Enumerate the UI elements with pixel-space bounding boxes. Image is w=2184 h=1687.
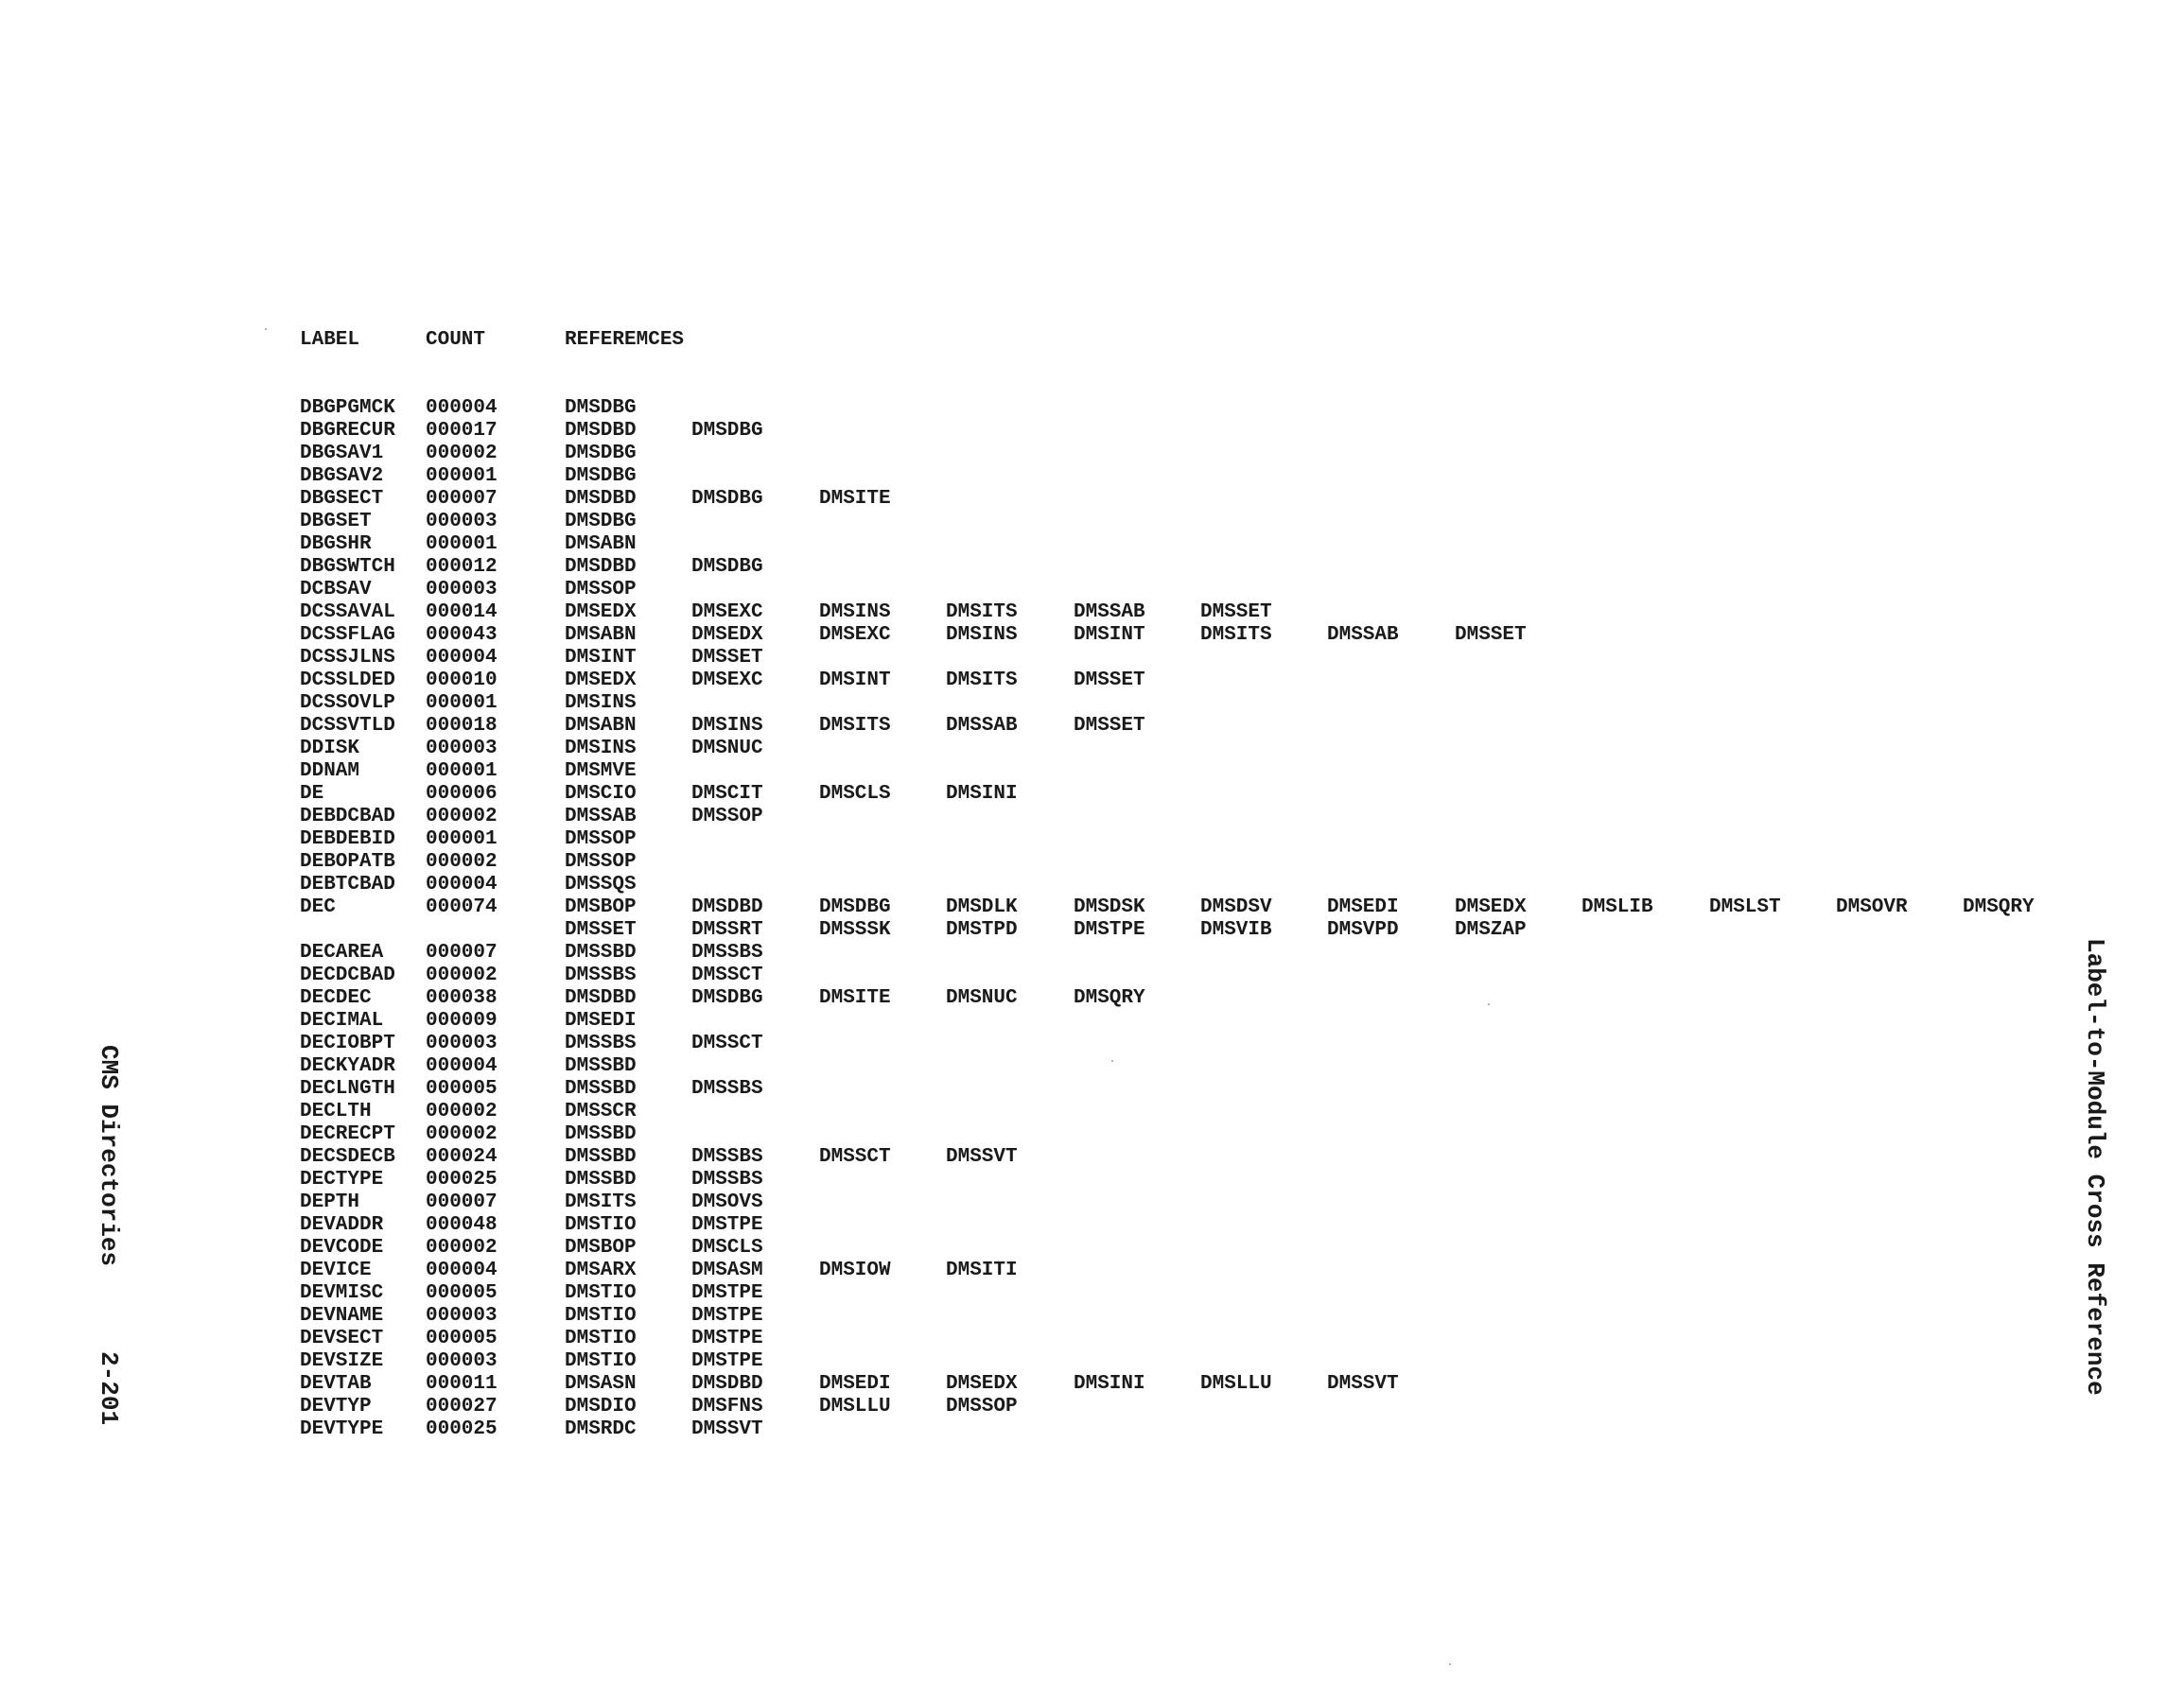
module-reference: DMSITS [1200,624,1272,646]
module-reference: DMSEDI [565,1010,637,1032]
count-cell: 000007 [426,488,498,510]
count-cell: 000007 [426,1191,498,1213]
module-reference: DMSBOP [565,896,637,918]
module-reference: DMSINT [819,670,891,691]
count-cell: 000003 [426,511,498,532]
module-reference: DMSTPD [946,919,1018,941]
count-cell: 000004 [426,647,498,669]
page-heading: Label-to-Module Cross Reference [2081,938,2109,1396]
module-reference: DMSDBG [691,488,763,510]
module-reference: DMSCLS [819,783,891,805]
module-reference: DMSINS [565,738,637,759]
scan-speck [1111,1060,1113,1062]
module-reference: DMSITE [819,987,891,1009]
module-reference: DMSQRY [1074,987,1145,1009]
count-column-header: COUNT [426,329,486,351]
count-cell: 000004 [426,874,498,896]
module-reference: DMSTPE [691,1214,763,1236]
module-reference: DMSSBS [691,1078,763,1100]
module-reference: DMSITI [946,1260,1018,1281]
count-cell: 000038 [426,987,498,1009]
count-cell: 000025 [426,1418,498,1440]
module-reference: DMSDSK [1074,896,1145,918]
module-reference: DMSSCR [565,1101,637,1122]
label-cell: DECRECPT [300,1123,395,1145]
count-cell: 000018 [426,715,498,737]
count-cell: 000001 [426,760,498,782]
module-reference: DMSDBD [565,987,637,1009]
module-reference: DMSSBD [565,1055,637,1077]
count-cell: 000027 [426,1396,498,1417]
module-reference: DMSLLU [1200,1373,1272,1395]
count-cell: 000003 [426,1305,498,1327]
module-reference: DMSITS [946,601,1018,623]
module-reference: DMSINS [819,601,891,623]
module-reference: DMSINT [565,647,637,669]
module-reference: DMSEXC [691,601,763,623]
module-reference: DMSTIO [565,1350,637,1372]
module-reference: DMSOVR [1836,896,1908,918]
label-cell: DECSDECB [300,1146,395,1168]
module-reference: DMSSBD [565,1146,637,1168]
module-reference: DMSABN [565,624,637,646]
page-number: 2-201 [95,1351,123,1426]
label-cell: DECAREA [300,942,384,964]
count-cell: 000006 [426,783,498,805]
module-reference: DMSEDI [819,1373,891,1395]
label-cell: DEVTAB [300,1373,372,1395]
label-cell: DEVNAME [300,1305,384,1327]
module-reference: DMSSBD [565,1169,637,1191]
count-cell: 000002 [426,965,498,986]
module-reference: DMSASN [565,1373,637,1395]
label-cell: DEVADDR [300,1214,384,1236]
scan-speck [1488,1003,1490,1005]
label-cell: DEBTCBAD [300,874,395,896]
label-column-header: LABEL [300,329,360,351]
module-reference: DMSARX [565,1260,637,1281]
label-cell: DBGSAV2 [300,465,384,487]
count-cell: 000004 [426,1260,498,1281]
module-reference: DMSSET [1074,670,1145,691]
label-cell: DEBDCBAD [300,806,395,827]
count-cell: 000011 [426,1373,498,1395]
label-cell: DCSSLDED [300,670,395,691]
count-cell: 000003 [426,1033,498,1054]
label-cell: DEVMISC [300,1282,384,1304]
running-footer [95,1045,123,1425]
count-cell: 000002 [426,1123,498,1145]
module-reference: DMSDBG [691,987,763,1009]
module-reference: DMSSET [565,919,637,941]
module-reference: DMSLIB [1581,896,1653,918]
label-cell: DECLTH [300,1101,372,1122]
module-reference: DMSSAB [1074,601,1145,623]
count-cell: 000048 [426,1214,498,1236]
module-reference: DMSTPE [691,1350,763,1372]
label-cell: DEVTYP [300,1396,372,1417]
module-reference: DMSSAB [1327,624,1399,646]
label-cell: DECTYPE [300,1169,384,1191]
module-reference: DMSSET [1455,624,1527,646]
count-cell: 000001 [426,828,498,850]
module-reference: DMSSOP [565,851,637,873]
module-reference: DMSSVT [1327,1373,1399,1395]
module-reference: DMSEDX [691,624,763,646]
count-cell: 000017 [426,420,498,442]
label-cell: DDISK [300,738,360,759]
label-cell: DCBSAV [300,579,372,600]
module-reference: DMSTIO [565,1328,637,1349]
count-cell: 000004 [426,1055,498,1077]
count-cell: 000001 [426,533,498,555]
count-cell: 000002 [426,443,498,464]
module-reference: DMSSBS [691,1146,763,1168]
label-cell: DBGPGMCK [300,397,395,419]
label-cell: DCSSJLNS [300,647,395,669]
module-reference: DMSDLK [946,896,1018,918]
module-reference: DMSDBG [819,896,891,918]
module-reference: DMSSAB [565,806,637,827]
count-cell: 000005 [426,1328,498,1349]
module-reference: DMSSBS [691,942,763,964]
count-cell: 000025 [426,1169,498,1191]
module-reference: DMSLST [1709,896,1781,918]
module-reference: DMSSQS [565,874,637,896]
module-reference: DMSDBD [565,488,637,510]
label-cell: DBGSET [300,511,372,532]
module-reference: DMSSRT [691,919,763,941]
module-reference: DMSEDX [1455,896,1527,918]
module-reference: DMSITS [946,670,1018,691]
module-reference: DMSSBS [565,1033,637,1054]
module-reference: DMSDBD [565,556,637,578]
module-reference: DMSSET [1200,601,1272,623]
module-reference: DMSSAB [946,715,1018,737]
scan-speck [1449,1663,1451,1665]
module-reference: DMSFNS [691,1396,763,1417]
module-reference: DMSNUC [691,738,763,759]
module-reference: DMSINI [946,783,1018,805]
label-cell: DEVTYPE [300,1418,384,1440]
module-reference: DMSEXC [691,670,763,691]
module-reference: DMSMVE [565,760,637,782]
module-reference: DMSSOP [565,579,637,600]
count-cell: 000009 [426,1010,498,1032]
count-cell: 000005 [426,1078,498,1100]
module-reference: DMSQRY [1963,896,2035,918]
label-cell: DBGSECT [300,488,384,510]
module-reference: DMSLLU [819,1396,891,1417]
label-cell: DEBOPATB [300,851,395,873]
module-reference: DMSDBD [691,896,763,918]
label-cell: DBGSAV1 [300,443,384,464]
label-cell: DBGSWTCH [300,556,395,578]
module-reference: DMSSVT [946,1146,1018,1168]
module-reference: DMSDBG [565,511,637,532]
module-reference: DMSABN [565,715,637,737]
label-cell: DCSSAVAL [300,601,395,623]
label-cell: DCSSOVLP [300,692,395,714]
module-reference: DMSITS [819,715,891,737]
count-cell: 000002 [426,806,498,827]
count-cell: 000007 [426,942,498,964]
module-reference: DMSNUC [946,987,1018,1009]
label-cell: DEVCODE [300,1237,384,1259]
references-column-header: REFEREMCES [565,329,685,351]
label-cell: DECDEC [300,987,372,1009]
module-reference: DMSINS [565,692,637,714]
module-reference: DMSEDI [1327,896,1399,918]
module-reference: DMSDBG [565,465,637,487]
count-cell: 000024 [426,1146,498,1168]
module-reference: DMSASM [691,1260,763,1281]
module-reference: DMSINS [946,624,1018,646]
module-reference: DMSSOP [691,806,763,827]
module-reference: DMSZAP [1455,919,1527,941]
module-reference: DMSSBS [691,1169,763,1191]
module-reference: DMSTIO [565,1282,637,1304]
label-cell: DCSSFLAG [300,624,395,646]
module-reference: DMSVPD [1327,919,1399,941]
module-reference: DMSINS [691,715,763,737]
module-reference: DMSINT [1074,624,1145,646]
label-cell: DEVSIZE [300,1350,384,1372]
module-reference: DMSIOW [819,1260,891,1281]
module-reference: DMSITE [819,488,891,510]
module-reference: DMSEDX [565,601,637,623]
module-reference: DMSDSV [1200,896,1272,918]
module-reference: DMSSBD [565,942,637,964]
module-reference: DMSDBG [565,443,637,464]
module-reference: DMSDBG [691,556,763,578]
label-cell: DECDCBAD [300,965,395,986]
module-reference: DMSRDC [565,1418,637,1440]
module-reference: DMSSCT [691,965,763,986]
label-cell: DECIMAL [300,1010,384,1032]
module-reference: DMSOVS [691,1191,763,1213]
module-reference: DMSINI [1074,1373,1145,1395]
count-cell: 000012 [426,556,498,578]
count-cell: 000014 [426,601,498,623]
module-reference: DMSSCT [691,1033,763,1054]
module-reference: DMSTPE [691,1305,763,1327]
label-cell: DBGSHR [300,533,372,555]
running-header [2081,938,2109,1396]
module-reference: DMSSBD [565,1123,637,1145]
count-cell: 000002 [426,1101,498,1122]
module-reference: DMSBOP [565,1237,637,1259]
module-reference: DMSVIB [1200,919,1272,941]
label-cell: DEC [300,896,336,918]
module-reference: DMSCLS [691,1237,763,1259]
label-cell: DEVICE [300,1260,372,1281]
module-reference: DMSSOP [946,1396,1018,1417]
module-reference: DMSSET [1074,715,1145,737]
module-reference: DMSDBD [565,420,637,442]
count-cell: 000002 [426,1237,498,1259]
module-reference: DMSEXC [819,624,891,646]
label-cell: DECIOBPT [300,1033,395,1054]
module-reference: DMSSVT [691,1418,763,1440]
module-reference: DMSITS [565,1191,637,1213]
module-reference: DMSEDX [946,1373,1018,1395]
count-cell: 000004 [426,397,498,419]
label-cell: DECLNGTH [300,1078,395,1100]
label-cell: DEVSECT [300,1328,384,1349]
module-reference: DMSDBD [691,1373,763,1395]
module-reference: DMSDIO [565,1396,637,1417]
module-reference: DMSDBG [565,397,637,419]
count-cell: 000003 [426,1350,498,1372]
count-cell: 000001 [426,465,498,487]
module-reference: DMSCIT [691,783,763,805]
module-reference: DMSTIO [565,1214,637,1236]
count-cell: 000002 [426,851,498,873]
module-reference: DMSEDX [565,670,637,691]
module-reference: DMSSCT [819,1146,891,1168]
module-reference: DMSTPE [691,1328,763,1349]
section-title: CMS Directories [95,1045,123,1267]
module-reference: DMSTPE [691,1282,763,1304]
module-reference: DMSCIO [565,783,637,805]
count-cell: 000010 [426,670,498,691]
scan-speck [265,328,267,330]
label-cell: DEPTH [300,1191,360,1213]
count-cell: 000001 [426,692,498,714]
label-cell: DDNAM [300,760,360,782]
module-reference: DMSSBS [565,965,637,986]
label-cell: DEBDEBID [300,828,395,850]
module-reference: DMSSSK [819,919,891,941]
module-reference: DMSSBD [565,1078,637,1100]
count-cell: 000003 [426,579,498,600]
label-cell: DCSSVTLD [300,715,395,737]
module-reference: DMSSET [691,647,763,669]
module-reference: DMSDBG [691,420,763,442]
module-reference: DMSTIO [565,1305,637,1327]
count-cell: 000074 [426,896,498,918]
count-cell: 000043 [426,624,498,646]
label-cell: DBGRECUR [300,420,395,442]
module-reference: DMSABN [565,533,637,555]
module-reference: DMSSOP [565,828,637,850]
count-cell: 000005 [426,1282,498,1304]
count-cell: 000003 [426,738,498,759]
label-cell: DE [300,783,324,805]
module-reference: DMSTPE [1074,919,1145,941]
label-cell: DECKYADR [300,1055,395,1077]
